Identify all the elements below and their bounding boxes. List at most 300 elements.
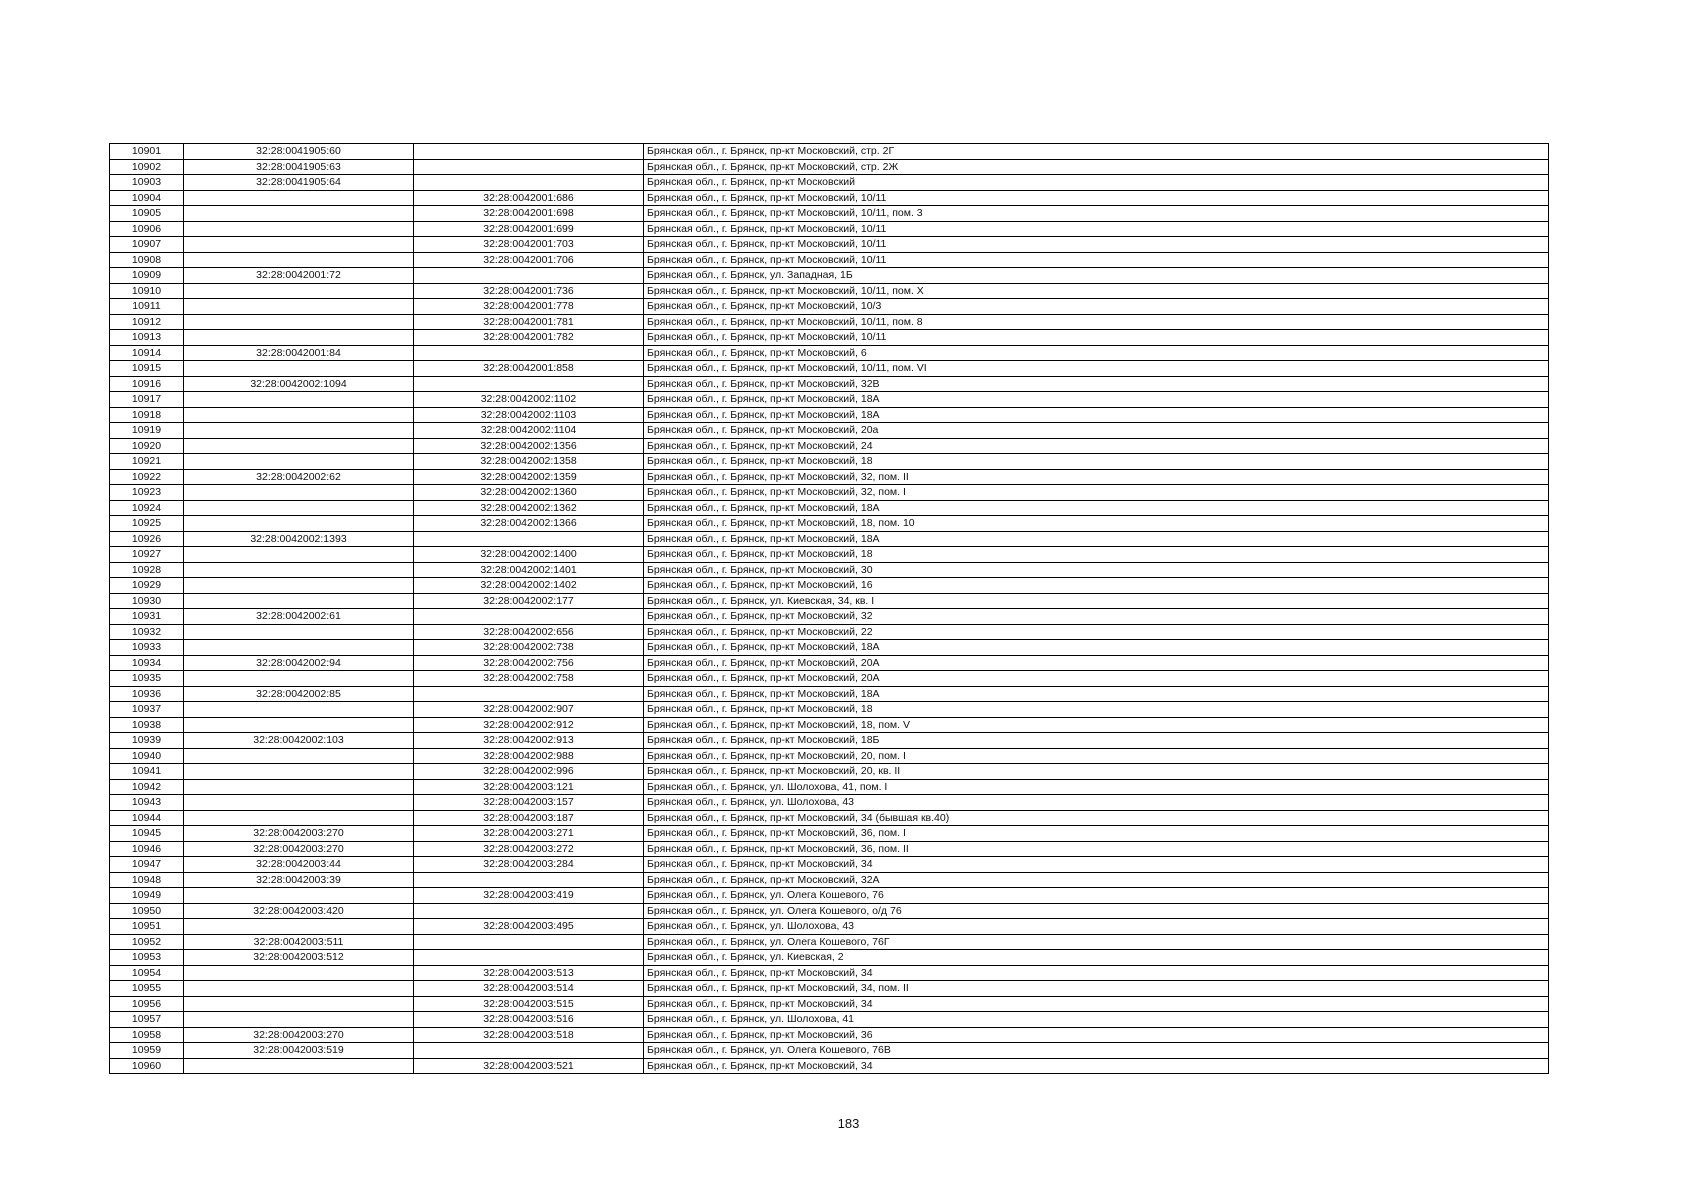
address-cell: Брянская обл., г. Брянск, ул. Киевская, 2 [644,950,1549,966]
cadastral-number-cell: 32:28:0042003:511 [184,934,414,950]
cadastral-number-cell: 32:28:0042002:1359 [414,469,644,485]
table-row [110,562,1549,578]
row-number-cell: 10928 [110,562,184,578]
cadastral-number-cell [184,748,414,764]
row-number-cell: 10927 [110,547,184,563]
cadastral-number-cell: 32:28:0042001:686 [414,190,644,206]
cadastral-number-cell: 32:28:0042003:513 [414,965,644,981]
table-row [110,345,1549,361]
row-number-cell: 10920 [110,438,184,454]
cadastral-number-cell: 32:28:0042003:121 [414,779,644,795]
table-row [110,268,1549,284]
cadastral-number-cell: 32:28:0042003:39 [184,872,414,888]
table-row [110,314,1549,330]
row-number-cell: 10906 [110,221,184,237]
table-row [110,965,1549,981]
cadastral-number-cell: 32:28:0042002:1362 [414,500,644,516]
cadastral-number-cell: 32:28:0042001:781 [414,314,644,330]
address-cell: Брянская обл., г. Брянск, ул. Киевская, 34, кв. I [644,593,1549,609]
cadastral-number-cell: 32:28:0042001:736 [414,283,644,299]
table-row [110,764,1549,780]
row-number-cell: 10956 [110,996,184,1012]
cadastral-number-cell [184,330,414,346]
row-number-cell: 10910 [110,283,184,299]
table-row [110,717,1549,733]
cadastral-number-cell [414,872,644,888]
cadastral-number-cell: 32:28:0041905:64 [184,175,414,191]
table-row [110,748,1549,764]
cadastral-number-cell: 32:28:0042002:988 [414,748,644,764]
cadastral-number-cell: 32:28:0042002:177 [414,593,644,609]
row-number-cell: 10954 [110,965,184,981]
table-row [110,237,1549,253]
table-row [110,671,1549,687]
address-cell: Брянская обл., г. Брянск, пр-кт Московский, 18 [644,547,1549,563]
table-row [110,733,1549,749]
address-cell: Брянская обл., г. Брянск, пр-кт Московский, 20А [644,671,1549,687]
cadastral-number-cell: 32:28:0042002:1358 [414,454,644,470]
table-row [110,903,1549,919]
row-number-cell: 10945 [110,826,184,842]
cadastral-number-cell [184,423,414,439]
cadastral-number-cell [414,686,644,702]
table-row [110,655,1549,671]
cadastral-number-cell: 32:28:0042003:518 [414,1027,644,1043]
cadastral-number-cell: 32:28:0041905:63 [184,159,414,175]
cadastral-number-cell [414,175,644,191]
table-row [110,516,1549,532]
table-row [110,407,1549,423]
row-number-cell: 10939 [110,733,184,749]
address-cell: Брянская обл., г. Брянск, ул. Шолохова, 43 [644,919,1549,935]
row-number-cell: 10930 [110,593,184,609]
row-number-cell: 10929 [110,578,184,594]
cadastral-number-cell [184,299,414,315]
cadastral-number-cell: 32:28:0042002:1400 [414,547,644,563]
cadastral-number-cell: 32:28:0042002:1104 [414,423,644,439]
row-number-cell: 10943 [110,795,184,811]
cadastral-number-cell [184,624,414,640]
cadastral-number-cell [414,345,644,361]
address-cell: Брянская обл., г. Брянск, пр-кт Московский, 24 [644,438,1549,454]
address-cell: Брянская обл., г. Брянск, пр-кт Московский, 34 [644,1058,1549,1074]
cadastral-number-cell [184,392,414,408]
cadastral-number-cell: 32:28:0042002:1360 [414,485,644,501]
table-row [110,686,1549,702]
address-cell: Брянская обл., г. Брянск, пр-кт Московский, 6 [644,345,1549,361]
row-number-cell: 10923 [110,485,184,501]
address-cell: Брянская обл., г. Брянск, пр-кт Московский, 18 [644,702,1549,718]
address-cell: Брянская обл., г. Брянск, пр-кт Московский, 34 (бывшая кв.40) [644,810,1549,826]
cadastral-number-cell: 32:28:0042003:516 [414,1012,644,1028]
cadastral-number-cell [184,965,414,981]
address-cell: Брянская обл., г. Брянск, ул. Олега Кошевого, 76 [644,888,1549,904]
cadastral-number-cell: 32:28:0042003:420 [184,903,414,919]
cadastral-number-cell: 32:28:0042002:913 [414,733,644,749]
cadastral-number-cell: 32:28:0042001:84 [184,345,414,361]
table-row [110,299,1549,315]
address-cell: Брянская обл., г. Брянск, пр-кт Московский, 10/11 [644,190,1549,206]
address-cell: Брянская обл., г. Брянск, пр-кт Московский, 32, пом. I [644,485,1549,501]
table-row [110,1027,1549,1043]
address-cell: Брянская обл., г. Брянск, пр-кт Московский, 18А [644,500,1549,516]
address-cell: Брянская обл., г. Брянск, пр-кт Московский, 18А [644,686,1549,702]
cadastral-number-cell [184,221,414,237]
cadastral-number-cell [414,934,644,950]
row-number-cell: 10935 [110,671,184,687]
cadastral-number-cell [184,702,414,718]
row-number-cell: 10911 [110,299,184,315]
cadastral-number-cell: 32:28:0042002:996 [414,764,644,780]
page-number: 183 [837,1116,860,1131]
table-row [110,857,1549,873]
row-number-cell: 10916 [110,376,184,392]
address-cell: Брянская обл., г. Брянск, ул. Олега Кошевого, о/д 76 [644,903,1549,919]
table-row [110,330,1549,346]
address-cell: Брянская обл., г. Брянск, пр-кт Московский, 10/11 [644,330,1549,346]
cadastral-number-cell: 32:28:0042003:512 [184,950,414,966]
row-number-cell: 10921 [110,454,184,470]
cadastral-number-cell: 32:28:0042003:157 [414,795,644,811]
row-number-cell: 10917 [110,392,184,408]
address-cell: Брянская обл., г. Брянск, пр-кт Московский, 10/11, пом. 3 [644,206,1549,222]
cadastral-number-cell [184,717,414,733]
table-row [110,361,1549,377]
address-cell: Брянская обл., г. Брянск, пр-кт Московский, 18А [644,407,1549,423]
cadastral-number-cell: 32:28:0042003:270 [184,1027,414,1043]
row-number-cell: 10905 [110,206,184,222]
row-number-cell: 10937 [110,702,184,718]
cadastral-number-cell: 32:28:0042001:706 [414,252,644,268]
table-row [110,795,1549,811]
row-number-cell: 10904 [110,190,184,206]
row-number-cell: 10940 [110,748,184,764]
row-number-cell: 10950 [110,903,184,919]
table-row [110,531,1549,547]
row-number-cell: 10957 [110,1012,184,1028]
row-number-cell: 10936 [110,686,184,702]
table-row [110,376,1549,392]
table-row [110,593,1549,609]
cadastral-number-cell [184,810,414,826]
row-number-cell: 10925 [110,516,184,532]
row-number-cell: 10955 [110,981,184,997]
address-cell: Брянская обл., г. Брянск, ул. Олега Кошевого, 76Г [644,934,1549,950]
row-number-cell: 10903 [110,175,184,191]
row-number-cell: 10952 [110,934,184,950]
row-number-cell: 10913 [110,330,184,346]
table-row [110,206,1549,222]
table-row [110,547,1549,563]
cadastral-number-cell: 32:28:0042001:858 [414,361,644,377]
cadastral-number-cell: 32:28:0042001:698 [414,206,644,222]
address-cell: Брянская обл., г. Брянск, пр-кт Московский, 32 [644,609,1549,625]
address-cell: Брянская обл., г. Брянск, пр-кт Московский, 20а [644,423,1549,439]
row-number-cell: 10958 [110,1027,184,1043]
address-cell: Брянская обл., г. Брянск, пр-кт Московский, 10/3 [644,299,1549,315]
cadastral-number-cell [184,237,414,253]
address-cell: Брянская обл., г. Брянск, пр-кт Московский, 18А [644,640,1549,656]
address-cell: Брянская обл., г. Брянск, пр-кт Московский, 34 [644,996,1549,1012]
cadastral-number-cell [184,562,414,578]
table-row [110,1012,1549,1028]
row-number-cell: 10933 [110,640,184,656]
row-number-cell: 10947 [110,857,184,873]
table-row [110,934,1549,950]
cadastral-number-cell: 32:28:0042002:1401 [414,562,644,578]
cadastral-number-cell: 32:28:0042002:656 [414,624,644,640]
table-row [110,423,1549,439]
address-cell: Брянская обл., г. Брянск, пр-кт Московский, 34 [644,857,1549,873]
table-row [110,252,1549,268]
cadastral-number-cell [414,376,644,392]
cadastral-number-cell: 32:28:0042003:284 [414,857,644,873]
cadastral-number-cell: 32:28:0042003:270 [184,841,414,857]
address-cell: Брянская обл., г. Брянск, ул. Шолохова, 43 [644,795,1549,811]
cadastral-number-cell [414,609,644,625]
row-number-cell: 10931 [110,609,184,625]
cadastral-number-cell [184,593,414,609]
cadastral-number-cell: 32:28:0042002:756 [414,655,644,671]
row-number-cell: 10912 [110,314,184,330]
cadastral-number-cell: 32:28:0042003:495 [414,919,644,935]
cadastral-number-cell: 32:28:0042002:103 [184,733,414,749]
table-row [110,888,1549,904]
row-number-cell: 10922 [110,469,184,485]
address-cell: Брянская обл., г. Брянск, пр-кт Московский, 20, кв. II [644,764,1549,780]
cadastral-number-cell [184,671,414,687]
address-cell: Брянская обл., г. Брянск, пр-кт Московский, 18, пом. 10 [644,516,1549,532]
address-cell: Брянская обл., г. Брянск, пр-кт Московский, 18А [644,392,1549,408]
row-number-cell: 10953 [110,950,184,966]
row-number-cell: 10915 [110,361,184,377]
cadastral-number-cell [184,1058,414,1074]
cadastral-number-cell: 32:28:0042003:519 [184,1043,414,1059]
cadastral-number-cell [184,438,414,454]
table-row [110,578,1549,594]
cadastral-number-cell: 32:28:0042003:419 [414,888,644,904]
cadastral-number-cell [184,252,414,268]
cadastral-number-cell: 32:28:0042002:1103 [414,407,644,423]
table-row [110,392,1549,408]
cadastral-number-cell: 32:28:0042002:1366 [414,516,644,532]
row-number-cell: 10934 [110,655,184,671]
table-row [110,144,1549,160]
cadastral-number-cell [184,578,414,594]
row-number-cell: 10932 [110,624,184,640]
row-number-cell: 10902 [110,159,184,175]
table-row [110,919,1549,935]
table-row [110,609,1549,625]
cadastral-number-cell: 32:28:0042002:94 [184,655,414,671]
table-row [110,469,1549,485]
cadastral-number-cell: 32:28:0042003:271 [414,826,644,842]
table-row [110,1043,1549,1059]
cadastral-number-cell [184,361,414,377]
table-row [110,981,1549,997]
table-row [110,283,1549,299]
address-cell: Брянская обл., г. Брянск, ул. Шолохова, 41, пом. I [644,779,1549,795]
cadastral-number-cell: 32:28:0042002:1102 [414,392,644,408]
row-number-cell: 10914 [110,345,184,361]
cadastral-number-cell [184,516,414,532]
data-table [109,143,1549,1074]
table-row [110,500,1549,516]
table-row [110,996,1549,1012]
address-cell: Брянская обл., г. Брянск, пр-кт Московский, 22 [644,624,1549,640]
address-cell: Брянская обл., г. Брянск, ул. Олега Кошевого, 76В [644,1043,1549,1059]
row-number-cell: 10926 [110,531,184,547]
cadastral-number-cell: 32:28:0042001:703 [414,237,644,253]
address-cell: Брянская обл., г. Брянск, пр-кт Московский, 36 [644,1027,1549,1043]
address-cell: Брянская обл., г. Брянск, пр-кт Московский, 34, пом. II [644,981,1549,997]
address-cell: Брянская обл., г. Брянск, пр-кт Московский, 10/11 [644,252,1549,268]
address-cell: Брянская обл., г. Брянск, пр-кт Московский [644,175,1549,191]
cadastral-number-cell [184,283,414,299]
cadastral-number-cell [184,779,414,795]
table-row [110,702,1549,718]
table-row [110,485,1549,501]
row-number-cell: 10924 [110,500,184,516]
cadastral-number-cell [414,159,644,175]
cadastral-number-cell: 32:28:0042002:62 [184,469,414,485]
table-row [110,190,1549,206]
address-cell: Брянская обл., г. Брянск, пр-кт Московский, 16 [644,578,1549,594]
cadastral-number-cell: 32:28:0042001:72 [184,268,414,284]
row-number-cell: 10960 [110,1058,184,1074]
row-number-cell: 10907 [110,237,184,253]
cadastral-number-cell: 32:28:0041905:60 [184,144,414,160]
cadastral-number-cell: 32:28:0042003:44 [184,857,414,873]
address-cell: Брянская обл., г. Брянск, пр-кт Московский, 32А [644,872,1549,888]
cadastral-number-cell: 32:28:0042001:782 [414,330,644,346]
cadastral-number-cell: 32:28:0042002:1094 [184,376,414,392]
table-row [110,159,1549,175]
row-number-cell: 10909 [110,268,184,284]
cadastral-number-cell [414,268,644,284]
cadastral-number-cell: 32:28:0042002:738 [414,640,644,656]
address-cell: Брянская обл., г. Брянск, пр-кт Московский, 18 [644,454,1549,470]
table-row [110,826,1549,842]
table-row [110,175,1549,191]
table-row [110,950,1549,966]
cadastral-number-cell: 32:28:0042003:521 [414,1058,644,1074]
address-cell: Брянская обл., г. Брянск, пр-кт Московский, 10/11, пом. VI [644,361,1549,377]
row-number-cell: 10949 [110,888,184,904]
cadastral-number-cell [184,190,414,206]
cadastral-number-cell: 32:28:0042003:272 [414,841,644,857]
row-number-cell: 10942 [110,779,184,795]
address-cell: Брянская обл., г. Брянск, пр-кт Московский, 10/11, пом. X [644,283,1549,299]
row-number-cell: 10944 [110,810,184,826]
cadastral-number-cell [184,888,414,904]
row-number-cell: 10908 [110,252,184,268]
cadastral-number-cell [414,1043,644,1059]
cadastral-number-cell: 32:28:0042002:758 [414,671,644,687]
cadastral-number-cell [184,640,414,656]
address-cell: Брянская обл., г. Брянск, пр-кт Московский, стр. 2Г [644,144,1549,160]
table-row [110,779,1549,795]
row-number-cell: 10938 [110,717,184,733]
address-cell: Брянская обл., г. Брянск, пр-кт Московский, 10/11, пом. 8 [644,314,1549,330]
cadastral-number-cell [184,795,414,811]
cadastral-number-cell: 32:28:0042001:699 [414,221,644,237]
table-body [110,144,1549,1074]
address-cell: Брянская обл., г. Брянск, пр-кт Московский, 34 [644,965,1549,981]
row-number-cell: 10918 [110,407,184,423]
cadastral-number-cell [414,144,644,160]
table-row [110,438,1549,454]
table-row [110,624,1549,640]
address-cell: Брянская обл., г. Брянск, ул. Шолохова, 41 [644,1012,1549,1028]
cadastral-number-cell [184,454,414,470]
cadastral-number-cell [184,1012,414,1028]
row-number-cell: 10901 [110,144,184,160]
cadastral-number-cell [184,981,414,997]
cadastral-number-cell: 32:28:0042002:1402 [414,578,644,594]
table-row [110,810,1549,826]
row-number-cell: 10941 [110,764,184,780]
cadastral-number-cell: 32:28:0042003:514 [414,981,644,997]
cadastral-number-cell [184,500,414,516]
address-cell: Брянская обл., г. Брянск, пр-кт Московский, 36, пом. I [644,826,1549,842]
table-row [110,872,1549,888]
address-cell: Брянская обл., г. Брянск, пр-кт Московский, 30 [644,562,1549,578]
address-cell: Брянская обл., г. Брянск, ул. Западная, 1Б [644,268,1549,284]
cadastral-number-cell [414,950,644,966]
cadastral-number-cell: 32:28:0042002:1356 [414,438,644,454]
cadastral-number-cell [184,996,414,1012]
cadastral-number-cell: 32:28:0042002:907 [414,702,644,718]
table-row [110,454,1549,470]
table-row [110,221,1549,237]
address-cell: Брянская обл., г. Брянск, пр-кт Московский, 18, пом. V [644,717,1549,733]
cadastral-number-cell [184,547,414,563]
cadastral-number-cell: 32:28:0042003:515 [414,996,644,1012]
row-number-cell: 10946 [110,841,184,857]
table-row [110,841,1549,857]
cadastral-number-cell: 32:28:0042002:61 [184,609,414,625]
address-cell: Брянская обл., г. Брянск, пр-кт Московский, 18Б [644,733,1549,749]
cadastral-number-cell [184,206,414,222]
cadastral-number-cell: 32:28:0042002:85 [184,686,414,702]
cadastral-number-cell [184,919,414,935]
cadastral-number-cell: 32:28:0042003:270 [184,826,414,842]
table-row [110,640,1549,656]
cadastral-number-cell: 32:28:0042003:187 [414,810,644,826]
address-cell: Брянская обл., г. Брянск, пр-кт Московский, 10/11 [644,221,1549,237]
cadastral-number-cell [184,764,414,780]
address-cell: Брянская обл., г. Брянск, пр-кт Московский, 20, пом. I [644,748,1549,764]
address-cell: Брянская обл., г. Брянск, пр-кт Московский, 36, пом. II [644,841,1549,857]
row-number-cell: 10948 [110,872,184,888]
address-cell: Брянская обл., г. Брянск, пр-кт Московский, стр. 2Ж [644,159,1549,175]
cadastral-number-cell: 32:28:0042001:778 [414,299,644,315]
cadastral-number-cell [184,407,414,423]
cadastral-number-cell: 32:28:0042002:912 [414,717,644,733]
row-number-cell: 10919 [110,423,184,439]
address-cell: Брянская обл., г. Брянск, пр-кт Московский, 18А [644,531,1549,547]
cadastral-number-cell [184,314,414,330]
cadastral-number-cell [414,903,644,919]
table-row [110,1058,1549,1074]
address-cell: Брянская обл., г. Брянск, пр-кт Московский, 32В [644,376,1549,392]
cadastral-number-cell: 32:28:0042002:1393 [184,531,414,547]
address-cell: Брянская обл., г. Брянск, пр-кт Московский, 32, пом. II [644,469,1549,485]
row-number-cell: 10959 [110,1043,184,1059]
row-number-cell: 10951 [110,919,184,935]
cadastral-number-cell [414,531,644,547]
